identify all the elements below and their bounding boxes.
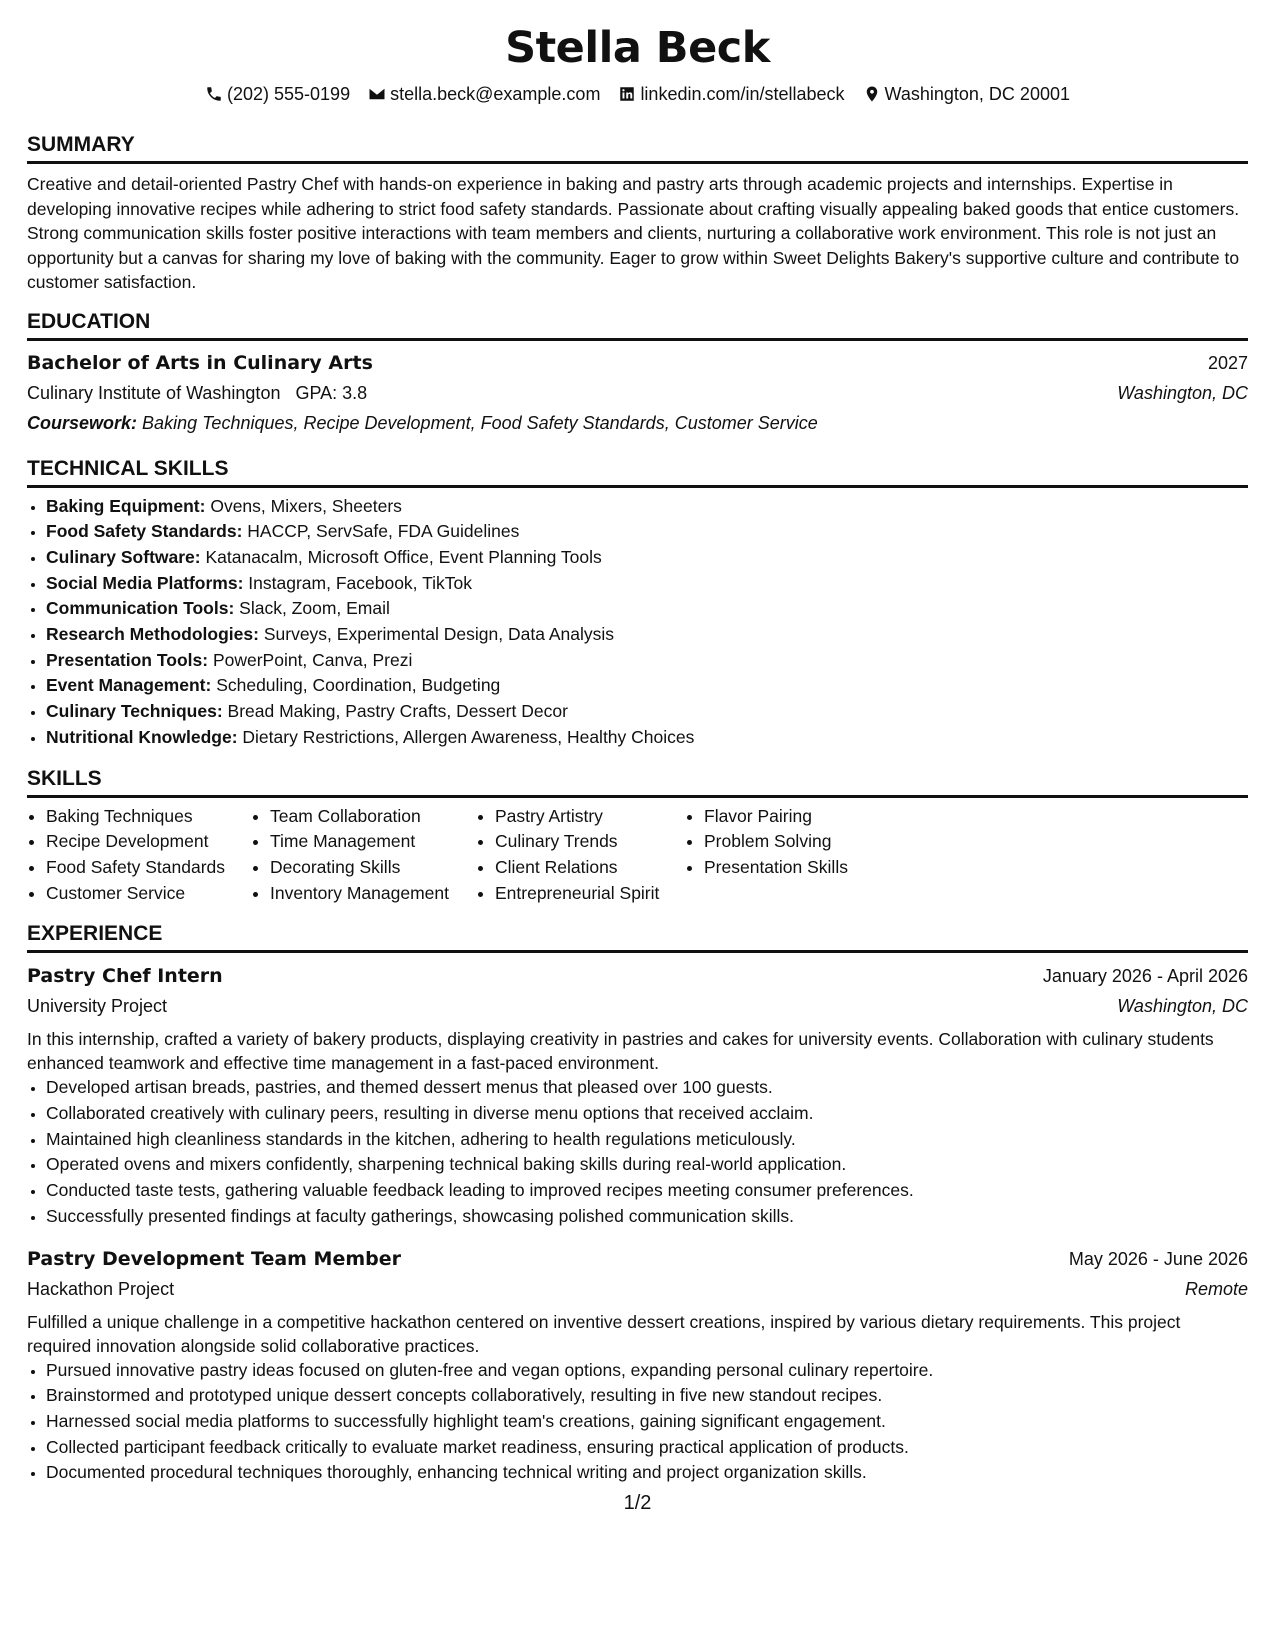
skill-values: HACCP, ServSafe, FDA Guidelines: [247, 521, 520, 542]
job-org: University Project: [27, 996, 168, 1017]
skill-values: Ovens, Mixers, Sheeters: [210, 495, 402, 516]
list-item: • Brainstormed and prototyped unique dessert concepts collaboratively, resulting in five new standout recipes.: [46, 1383, 1248, 1409]
skill-values: Katanacalm, Microsoft Office, Event Planning Tools: [205, 546, 602, 567]
list-item: [46, 545, 1248, 571]
list-item: • Inventory Management: [270, 881, 476, 907]
contact-bar: [27, 82, 1248, 106]
list-item: [46, 699, 1248, 725]
list-item: • Documented procedural techniques thoroughly, enhancing technical writing and project organization skills.: [46, 1460, 1248, 1486]
gpa: GPA: 3.8: [295, 382, 368, 403]
job-bullets: [27, 1075, 1248, 1229]
list-item: [46, 725, 1248, 751]
skill-values: Dietary Restrictions, Allergen Awareness, Healthy Choices: [242, 726, 695, 747]
list-item: [46, 519, 1248, 545]
section-title-education: EDUCATION: [27, 309, 1248, 341]
job-role: Pastry Chef Intern: [27, 965, 223, 988]
section-title-technical-skills: TECHNICAL SKILLS: [27, 456, 1248, 488]
candidate-name: Stella Beck: [505, 23, 770, 73]
coursework: [27, 408, 1248, 438]
technical-skills-list: [27, 494, 1248, 751]
skill-category: Presentation Tools:: [46, 649, 209, 670]
list-item: • Collaborated creatively with culinary peers, resulting in diverse menu options that received acclaim.: [46, 1101, 1248, 1127]
education-entry: [27, 348, 1248, 438]
experience-entry: [27, 1244, 1248, 1487]
envelope-icon: [368, 85, 386, 103]
section-title-experience: EXPERIENCE: [27, 921, 1248, 953]
list-item: • Pursued innovative pastry ideas focused on gluten-free and vegan options, expanding personal culinary repertoire.: [46, 1358, 1248, 1384]
list-item: • Recipe Development: [46, 829, 251, 855]
job-org: Hackathon Project: [27, 1278, 175, 1299]
list-item: • Customer Service: [46, 881, 251, 907]
section-title-skills: SKILLS: [27, 766, 1248, 798]
phone-icon: [205, 85, 223, 103]
list-item: • Problem Solving: [704, 829, 848, 855]
skill-values: Slack, Zoom, Email: [239, 598, 390, 619]
job-location: Washington, DC: [1117, 996, 1248, 1017]
coursework-label: Coursework:: [27, 412, 138, 433]
skill-category: Culinary Techniques:: [46, 701, 223, 722]
list-item: • Food Safety Standards: [46, 855, 251, 881]
list-item: [46, 673, 1248, 699]
linkedin-text[interactable]: linkedin.com/in/stellabeck: [640, 84, 845, 104]
contact-email[interactable]: [368, 82, 600, 106]
contact-location: [863, 82, 1070, 106]
summary-text: Creative and detail-oriented Pastry Chef with hands-on experience in baking and pastry arts through academic projects and internships. Expertise in developing innovative recipes while adhering to strict food safety standards. Passionate about crafting visually appealing baked goods that entice customers. Strong communication skills foster positive interactions with team members and clients, nurturing a collaborative work environment. This role is not just an opportunity but a canvas for sharing my love of baking with the community. Eager to grow within Sweet Delights Bakery's supportive culture and contribute to customer satisfaction.: [27, 174, 1240, 292]
email-text[interactable]: stella.beck@example.com: [390, 84, 601, 104]
linkedin-icon: [618, 85, 636, 103]
job-bullets: [27, 1358, 1248, 1487]
list-item: [46, 494, 1248, 520]
experience-section: [27, 921, 1248, 1486]
job-dates: January 2026 - April 2026: [1042, 966, 1248, 987]
skills-column: [476, 804, 685, 907]
degree: Bachelor of Arts in Culinary Arts: [27, 351, 373, 374]
skill-values: Scheduling, Coordination, Budgeting: [216, 675, 501, 696]
map-pin-icon: [863, 85, 881, 103]
coursework-list: Baking Techniques, Recipe Development, Food Safety Standards, Customer Service: [142, 412, 818, 433]
list-item: [46, 571, 1248, 597]
summary-section: [27, 132, 1248, 295]
skills-column: [251, 804, 476, 907]
skills-grid: [27, 804, 1248, 907]
location-text: Washington, DC 20001: [884, 84, 1070, 104]
list-item: • Time Management: [270, 829, 476, 855]
list-item: • Collected participant feedback critically to evaluate market readiness, ensuring practical application of products.: [46, 1435, 1248, 1461]
skill-category: Food Safety Standards:: [46, 521, 243, 542]
skills-column: [27, 804, 251, 907]
list-item: • Entrepreneurial Spirit: [495, 881, 685, 907]
job-dates: May 2026 - June 2026: [1068, 1248, 1248, 1269]
skill-category: Baking Equipment:: [46, 495, 206, 516]
phone-text: (202) 555-0199: [226, 84, 351, 104]
skill-values: PowerPoint, Canva, Prezi: [212, 649, 413, 670]
list-item: • Conducted taste tests, gathering valuable feedback leading to improved recipes meeting consumer preferences.: [46, 1178, 1248, 1204]
skill-category: Research Methodologies:: [46, 624, 259, 645]
contact-phone: [205, 82, 350, 106]
list-item: • Client Relations: [495, 855, 685, 881]
skill-category: Event Management:: [46, 675, 212, 696]
list-item: • Flavor Pairing: [704, 804, 848, 830]
list-item: • Presentation Skills: [704, 855, 848, 881]
skill-values: Bread Making, Pastry Crafts, Dessert Decor: [227, 701, 568, 722]
job-location: Remote: [1184, 1278, 1248, 1299]
list-item: • Harnessed social media platforms to successfully highlight team's creations, gaining significant engagement.: [46, 1409, 1248, 1435]
school-location: Washington, DC: [1117, 382, 1248, 403]
list-item: • Culinary Trends: [495, 829, 685, 855]
skill-category: Communication Tools:: [46, 598, 235, 619]
job-description: Fulfilled a unique challenge in a competitive hackathon centered on inventive dessert creations, inspired by various dietary requirements. This project required innovation alongside solid collaborative practices.: [27, 1311, 1181, 1356]
list-item: • Successfully presented findings at faculty gatherings, showcasing polished communication skills.: [46, 1204, 1248, 1230]
education-section: [27, 309, 1248, 438]
section-title-summary: SUMMARY: [27, 132, 1248, 164]
contact-linkedin[interactable]: [618, 82, 844, 106]
list-item: • Maintained high cleanliness standards in the kitchen, adhering to health regulations meticulously.: [46, 1127, 1248, 1153]
job-description: In this internship, crafted a variety of bakery products, displaying creativity in pastries and cakes for university events. Collaboration with culinary students enhanced teamwork and effective time management in a fast-paced environment.: [27, 1029, 1214, 1074]
school-name: Culinary Institute of Washington: [27, 382, 281, 403]
skill-category: Nutritional Knowledge:: [46, 726, 238, 747]
list-item: • Developed artisan breads, pastries, and themed dessert menus that pleased over 100 guests.: [46, 1075, 1248, 1101]
technical-skills-section: [27, 456, 1248, 751]
skills-column: [685, 804, 848, 907]
list-item: • Baking Techniques: [46, 804, 251, 830]
list-item: • Decorating Skills: [270, 855, 476, 881]
list-item: [46, 648, 1248, 674]
skill-values: Surveys, Experimental Design, Data Analysis: [263, 624, 614, 645]
experience-entry: [27, 961, 1248, 1229]
list-item: [46, 622, 1248, 648]
job-role: Pastry Development Team Member: [27, 1247, 402, 1270]
list-item: • Operated ovens and mixers confidently, sharpening technical baking skills during real-world application.: [46, 1152, 1248, 1178]
graduation-year: 2027: [1207, 352, 1248, 373]
list-item: • Team Collaboration: [270, 804, 476, 830]
page-number: 1/2: [623, 1492, 652, 1514]
list-item: • Pastry Artistry: [495, 804, 685, 830]
skill-values: Instagram, Facebook, TikTok: [248, 572, 473, 593]
skill-category: Culinary Software:: [46, 546, 201, 567]
skill-category: Social Media Platforms:: [46, 572, 244, 593]
skills-section: [27, 766, 1248, 907]
list-item: [46, 596, 1248, 622]
